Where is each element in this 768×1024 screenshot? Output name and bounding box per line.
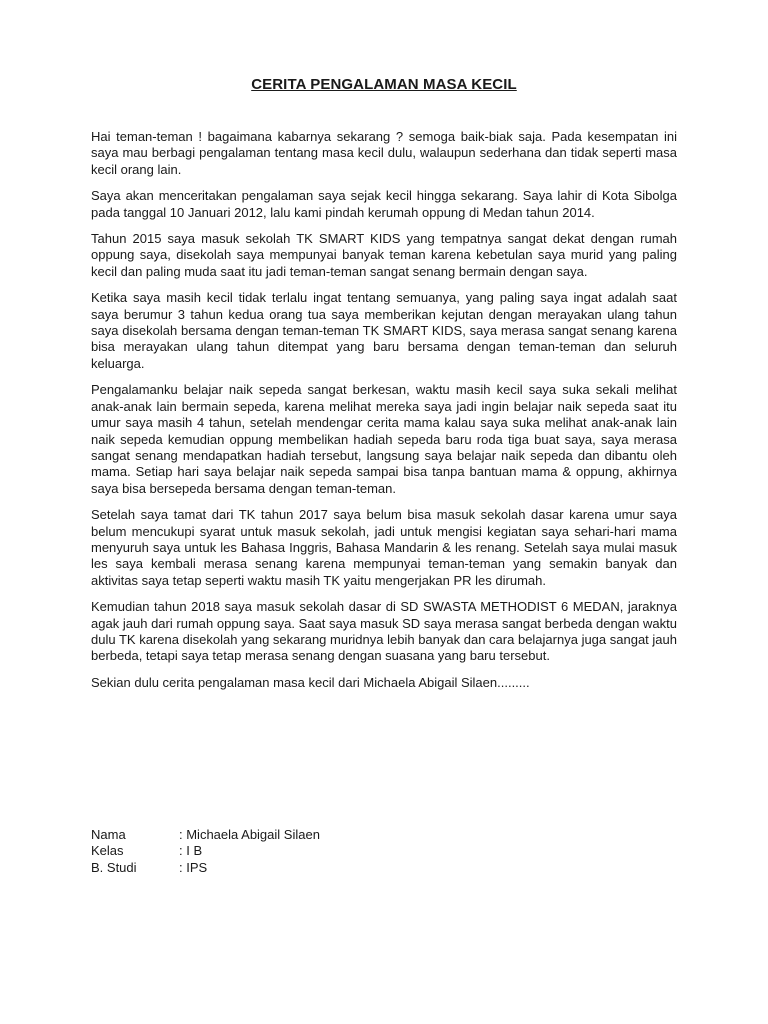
paragraph-bicycle: Pengalamanku belajar naik sepeda sangat berkesan, waktu masih kecil saya suka sekali melihat anak-anak lain bermain sepeda, karena melihat mereka saya jadi ingin belajar naik sepeda saat itu umur saya masih 4 tahun, setelah mendengar cerita mama kalau saya suka melihat anak-anak lain naik sepeda kemudian oppung membelikan hadiah sepeda baru roda tiga buat saya, saya merasa sangat senang mendapatkan hadiah tersebut, langsung saya belajar naik sepeda dan dibantu oleh mama. Setiap hari saya belajar naik sepeda sampai bisa tanpa bantuan mama & oppung, akhirnya saya bisa bersepeda bersama dengan teman-teman.	[91, 382, 677, 496]
signature-label: B. Studi	[91, 859, 137, 875]
signature-value: : IPS	[179, 859, 208, 875]
document-body	[91, 129, 677, 701]
paragraph-kindergarten: Tahun 2015 saya masuk sekolah TK SMART KIDS yang tempatnya sangat dekat dengan rumah oppung saya, disekolah saya mempunyai banyak teman karena kebetulan saya murid yang paling kecil dan paling muda saat itu jadi teman-teman sangat senang bermain dengan saya.	[91, 231, 677, 279]
signature-row-class	[91, 843, 320, 859]
paragraph-intro: Hai teman-teman ! bagaimana kabarnya sekarang ? semoga baik-biak saja. Pada kesempatan ini saya mau berbagi pengalaman tentang masa kecil dulu, walaupun sederhana dan tidak seperti masa kecil orang lain.	[91, 129, 677, 177]
signature-row-name	[91, 827, 320, 843]
signature-label: Kelas	[91, 843, 124, 859]
paragraph-birth: Saya akan menceritakan pengalaman saya sejak kecil hingga sekarang. Saya lahir di Kota Sibolga pada tanggal 10 Januari 2012, lalu kami pindah kerumah oppung di Medan tahun 2014.	[91, 188, 677, 220]
paragraph-courses: Setelah saya tamat dari TK tahun 2017 saya belum bisa masuk sekolah dasar karena umur saya belum mencukupi syarat untuk masuk sekolah, jadi untuk mengisi kegiatan saya sehari-hari mama menyuruh saya untuk les Bahasa Inggris, Bahasa Mandarin & les renang. Setelah saya mulai masuk les saya kembali merasa senang karena mempunyai teman-teman yang semakin banyak dan aktivitas saya tetap seperti waktu masih TK yaitu mengerjakan PR les dirumah.	[91, 507, 677, 588]
signature-value: : Michaela Abigail Silaen	[179, 827, 320, 842]
signature-block	[91, 827, 320, 876]
document-title: CERITA PENGALAMAN MASA KECIL	[251, 76, 517, 93]
paragraph-birthday: Ketika saya masih kecil tidak terlalu ingat tentang semuanya, yang paling saya ingat adalah saat saya berumur 3 tahun kedua orang tua saya memberikan kejutan dengan merayakan ulang tahun saya disekolah bersama dengan teman-teman TK SMART KIDS, saya merasa sangat senang karena bisa merayakan ulang tahun ditempat yang baru bersama dengan teman-teman dan seluruh keluarga.	[91, 290, 677, 371]
paragraph-elementary: Kemudian tahun 2018 saya masuk sekolah dasar di SD SWASTA METHODIST 6 MEDAN, jaraknya agak jauh dari rumah oppung saya. Saat saya masuk SD saya merasa sangat berbeda dengan waktu dulu TK karena disekolah yang sekarang muridnya lebih banyak dan cara belajarnya juga sangat jauh berbeda, tetapi saya tetap merasa senang dengan suasana yang baru tersebut.	[91, 599, 677, 664]
signature-value: : I B	[179, 843, 203, 859]
signature-row-subject	[91, 860, 320, 876]
signature-label: Nama	[91, 827, 126, 842]
paragraph-closing: Sekian dulu cerita pengalaman masa kecil dari Michaela Abigail Silaen.........	[91, 674, 530, 690]
